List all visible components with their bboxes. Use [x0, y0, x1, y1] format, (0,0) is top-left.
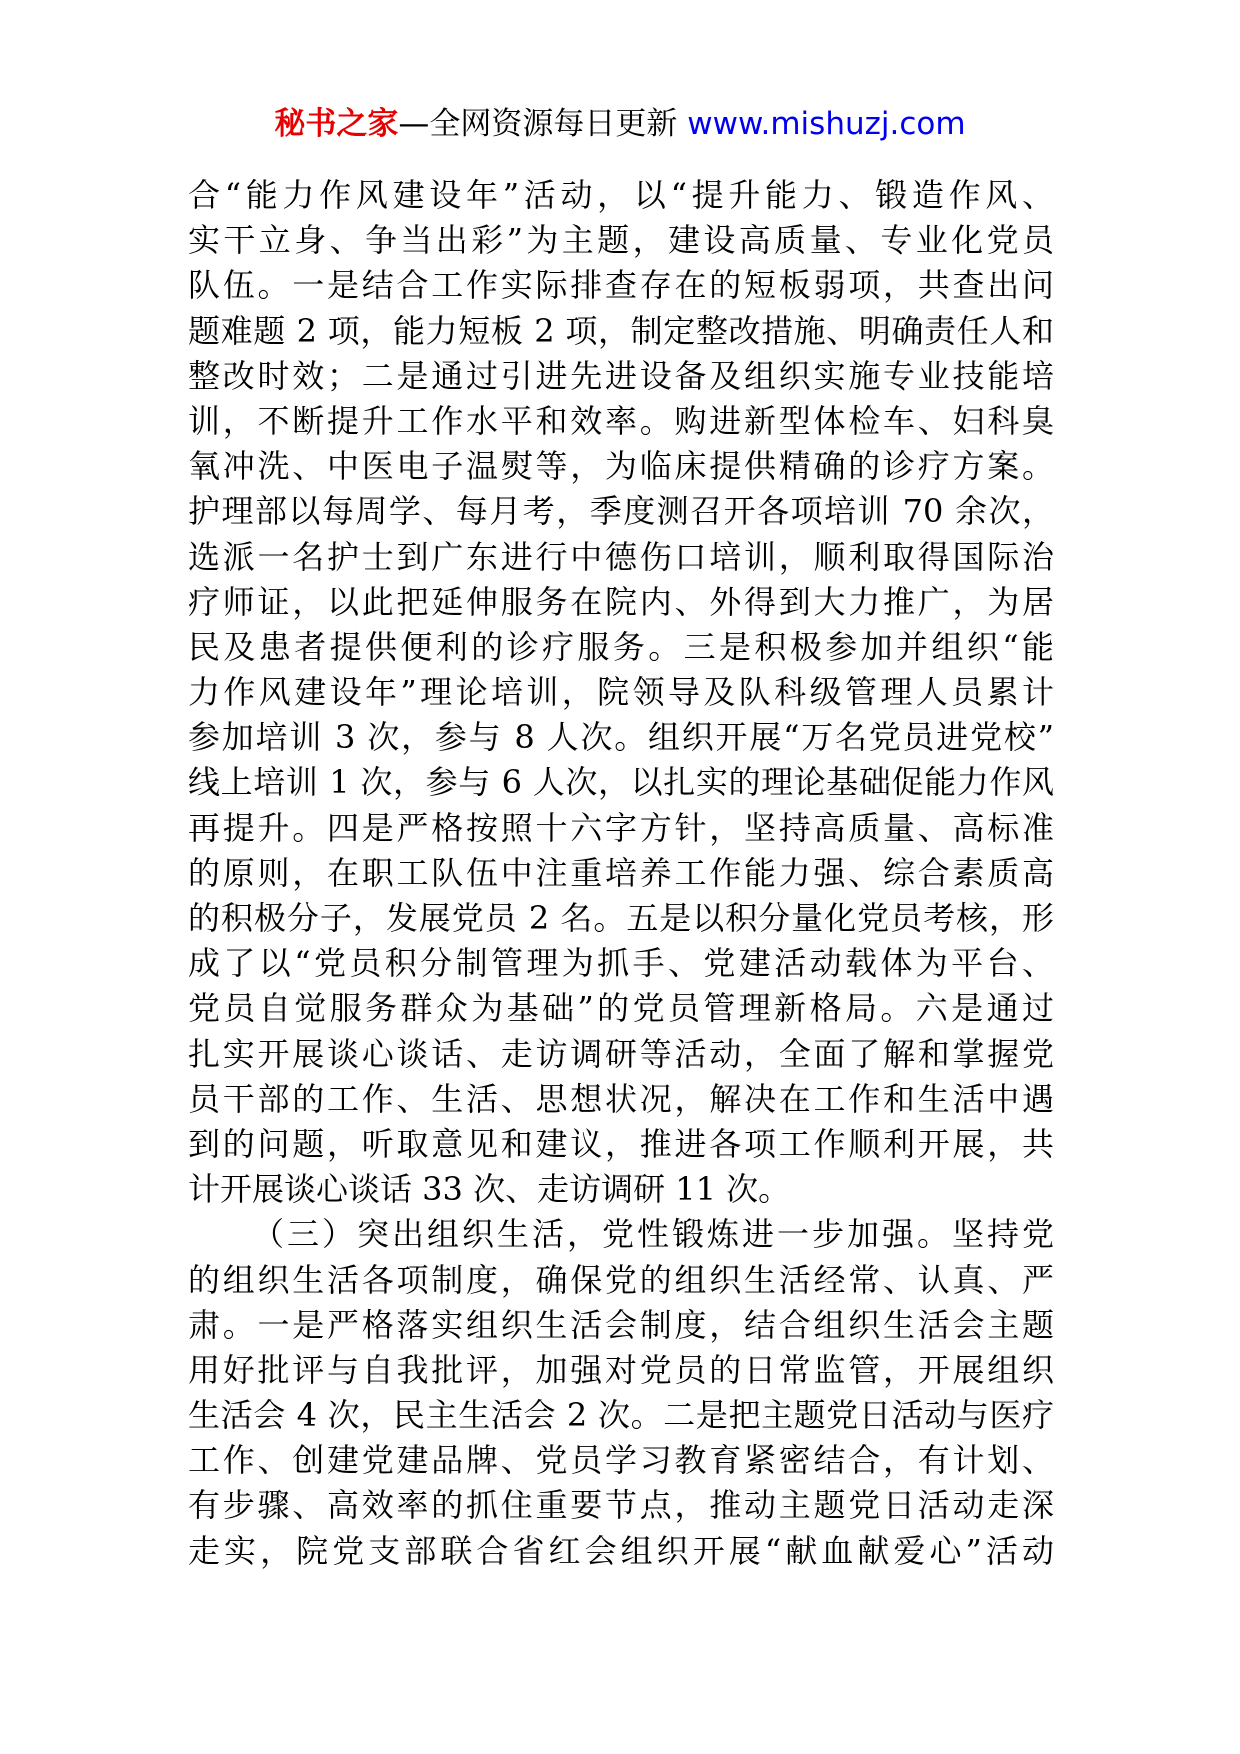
text-line: 的原则，在职工队伍中注重培养工作能力强、综合素质高 — [188, 853, 1054, 892]
text-line: 民及患者提供便利的诊疗服务。三是积极参加并组织“能 — [188, 627, 1054, 666]
text-line: 线上培训 1 次，参与 6 人次，以扎实的理论基础促能力作风 — [188, 763, 1054, 802]
website-link[interactable]: www.mishuzj.com — [687, 106, 966, 142]
document-body — [188, 173, 1054, 1574]
text-line: 合“能力作风建设年”活动，以“提升能力、锻造作风、 — [188, 176, 1054, 214]
text-line: 实干立身、争当出彩”为主题，建设高质量、专业化党员 — [188, 221, 1054, 260]
text-line: 到的问题，听取意见和建议，推进各项工作顺利开展，共 — [188, 1124, 1054, 1163]
text-line: 选派一名护士到广东进行中德伤口培训，顺利取得国际治 — [188, 537, 1054, 576]
section-heading-line: （三）突出组织生活，党性锻炼进一步加强。坚持党 — [252, 1215, 1054, 1254]
text-line: 整改时效；二是通过引进先进设备及组织实施专业技能培 — [188, 356, 1054, 395]
text-line: 疗师证，以此把延伸服务在院内、外得到大力推广，为居 — [188, 582, 1054, 621]
text-line: 参加培训 3 次，参与 8 人次。组织开展“万名党员进党校” — [188, 718, 1054, 757]
page-header — [0, 104, 1240, 144]
text-line: 计开展谈心谈话 33 次、走访调研 11 次。 — [188, 1170, 791, 1209]
text-line: 题难题 2 项，能力短板 2 项，制定整改措施、明确责任人和 — [188, 311, 1054, 350]
text-line: 训，不断提升工作水平和效率。购进新型体检车、妇科臭 — [188, 401, 1054, 440]
text-line: 用好批评与自我批评，加强对党员的日常监管，开展组织 — [188, 1350, 1054, 1389]
text-line: 护理部以每周学、每月考，季度测召开各项培训 70 余次， — [188, 492, 1054, 531]
text-line: 氧冲洗、中医电子温熨等，为临床提供精确的诊疗方案。 — [188, 447, 1054, 486]
header-tagline: —全网资源每日更新 — [398, 106, 678, 142]
text-line: 有步骤、高效率的抓住重要节点，推动主题党日活动走深 — [188, 1486, 1054, 1525]
text-line: 党员自觉服务群众为基础”的党员管理新格局。六是通过 — [188, 989, 1054, 1028]
text-line: 再提升。四是严格按照十六字方针，坚持高质量、高标准 — [188, 808, 1054, 847]
text-line: 扎实开展谈心谈话、走访调研等活动，全面了解和掌握党 — [188, 1034, 1054, 1073]
text-line: 生活会 4 次，民主生活会 2 次。二是把主题党日活动与医疗 — [188, 1396, 1054, 1435]
text-line: 队伍。一是结合工作实际排查存在的短板弱项，共查出问 — [188, 266, 1054, 305]
text-line: 成了以“党员积分制管理为抓手、党建活动载体为平台、 — [188, 944, 1054, 983]
brand-name: 秘书之家 — [274, 106, 399, 142]
text-line: 的积极分子，发展党员 2 名。五是以积分量化党员考核，形 — [188, 899, 1054, 937]
text-line: 走实，院党支部联合省红会组织开展“献血献爱心”活动 — [188, 1531, 1054, 1570]
text-line: 的组织生活各项制度，确保党的组织生活经常、认真、严 — [188, 1260, 1054, 1299]
text-line: 工作、创建党建品牌、党员学习教育紧密结合，有计划、 — [188, 1441, 1054, 1480]
text-line: 力作风建设年”理论培训，院领导及队科级管理人员累计 — [188, 673, 1054, 712]
text-line: 肃。一是严格落实组织生活会制度，结合组织生活会主题 — [188, 1305, 1054, 1344]
text-line: 员干部的工作、生活、思想状况，解决在工作和生活中遇 — [188, 1079, 1054, 1118]
